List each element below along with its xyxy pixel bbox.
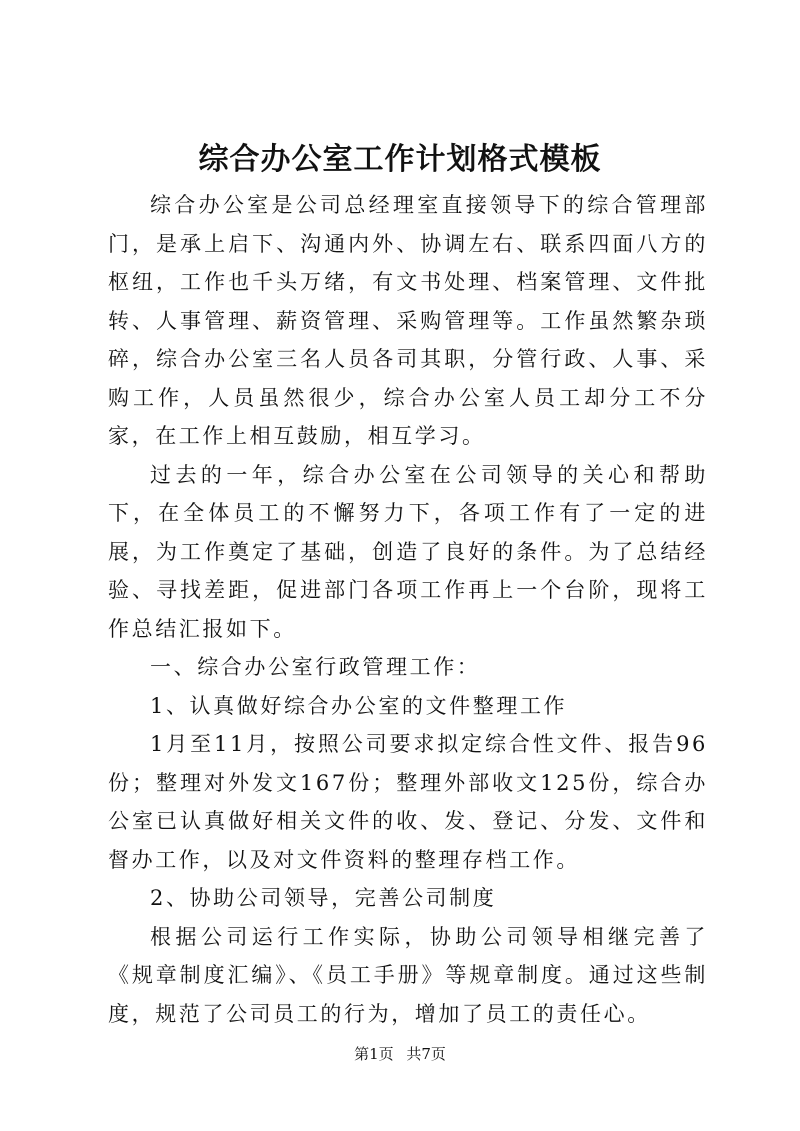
- page-footer: [0, 1044, 800, 1064]
- section-heading-admin: 一、综合办公室行政管理工作：: [150, 655, 481, 679]
- paragraph-company-rules: 根据公司运行工作实际，协助公司领导相继完善了《规章制度汇编》、《员工手册》等规章制度。通过这些制度，规范了公司员工的行为，增加了员工的责任心。: [108, 924, 708, 1026]
- paragraph-review: 过去的一年，综合办公室在公司领导的关心和帮助下，在全体员工的不懈努力下，各项工作有了一定的进展，为工作奠定了基础，创造了良好的条件。为了总结经验、寻找差距，促进部门各项工作再上一个台阶，现将工作总结汇报如下。: [108, 462, 708, 641]
- paragraph-intro: 综合办公室是公司总经理室直接领导下的综合管理部门，是承上启下、沟通内外、协调左右、联系四面八方的枢纽，工作也千头万绪，有文书处理、档案管理、文件批转、人事管理、薪资管理、采购管理等。工作虽然繁杂琐碎，综合办公室三名人员各司其职，分管行政、人事、采购工作，人员虽然很少，综合办公室人员工却分工不分家，在工作上相互鼓励，相互学习。: [108, 193, 708, 448]
- paragraph-file-management: 1月至11月，按照公司要求拟定综合性文件、报告96份；整理对外发文167份；整理外部收文125份，综合办公室已认真做好相关文件的收、发、登记、分发、文件和督办工作，以及对文件资料的整理存档工作。: [108, 732, 708, 872]
- page-total: 共7页: [406, 1045, 446, 1063]
- document-title: 综合办公室工作计划格式模板: [198, 142, 602, 177]
- subheading-file-management: 1、认真做好综合办公室的文件整理工作: [150, 693, 568, 718]
- subheading-company-rules: 2、协助公司领导，完善公司制度: [150, 886, 497, 910]
- document-body: [108, 186, 708, 1033]
- page-number: 第1页: [354, 1045, 394, 1063]
